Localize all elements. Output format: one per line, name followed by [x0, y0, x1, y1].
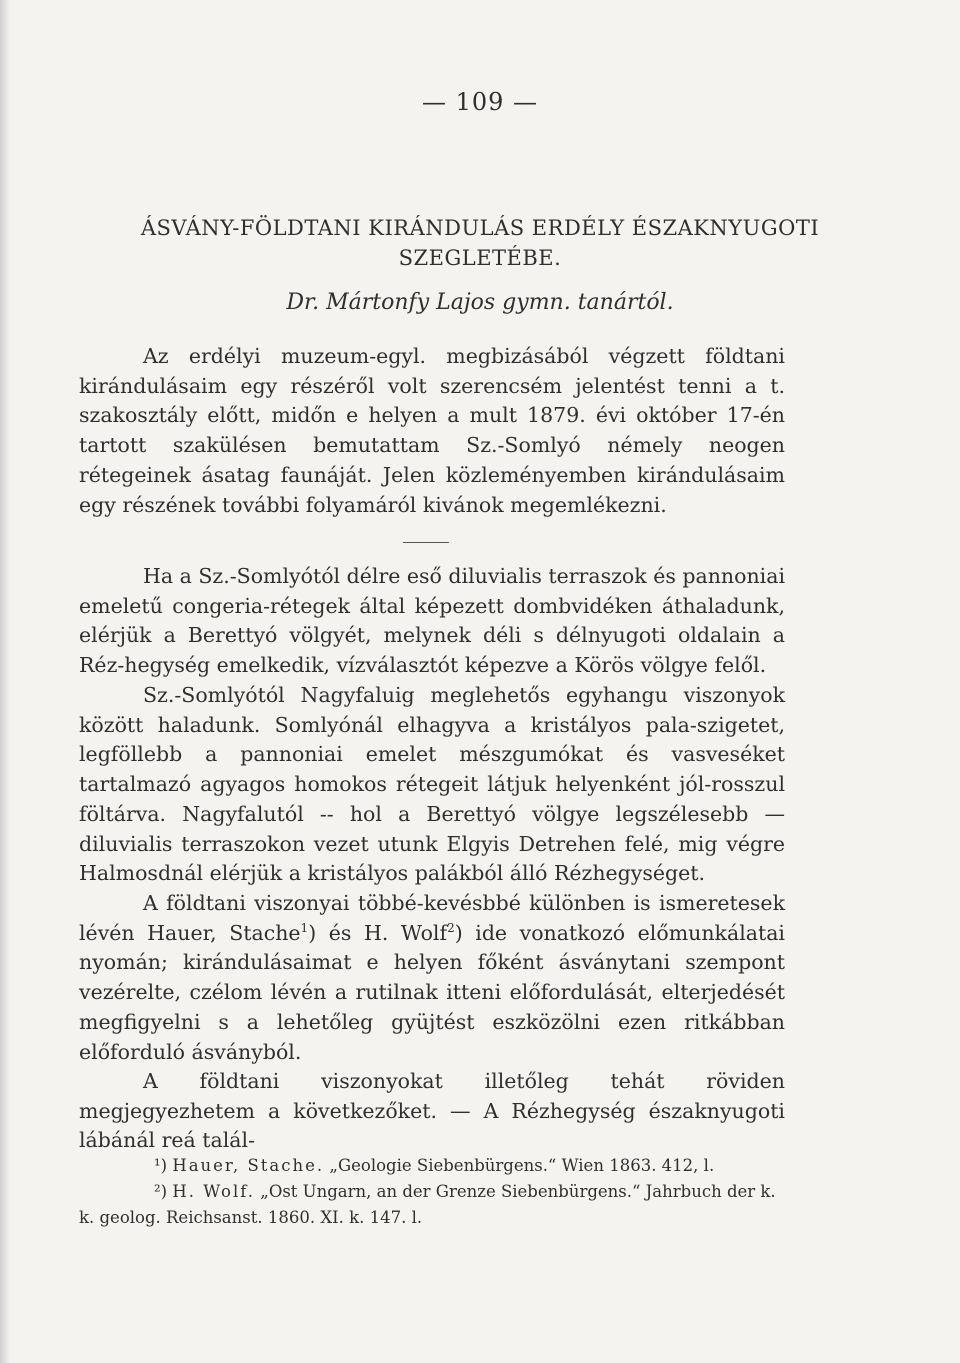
- paragraph-4-middle: ) és H. Wolf: [308, 920, 448, 945]
- footnotes: [79, 1153, 785, 1231]
- paragraph-5: A földtani viszonyokat illetőleg tehát röviden megjegyezhetem a következőket. — A Rézhegység északnyugoti lábánál reá talál-: [79, 1069, 785, 1153]
- footnote-1-text: „Geologie Siebenbürgens.“ Wien 1863. 412, l.: [329, 1156, 715, 1175]
- article-title: [60, 213, 900, 273]
- paragraph-3: Sz.-Somlyótól Nagyfaluig meglehetős egyhangu viszonyok között haladunk. Somlyónál elhagyva a kristályos pala-szigetet, legföllebb a pannoniai emelet mészgumókat és vasveséket tartalmazó agyagos homokos rétegeit látjuk helyenként jól-rosszul föltárva. Nagyfalutól -- hol a Berettyó völgye legszélesebb — diluvialis terraszokon vezet utunk Elgyis Detrehen felé, mig végre Halmosdnál elérjük a kristályos palákból álló Rézhegységet.: [79, 683, 785, 886]
- footnote-2-marker: ²): [154, 1182, 168, 1201]
- footnote-1-author: Hauer, Stache.: [172, 1156, 325, 1175]
- page-number: — 109 —: [421, 88, 539, 116]
- title-line-1: ÁSVÁNY-FÖLDTANI KIRÁNDULÁS ERDÉLY ÉSZAKNYUGOTI: [140, 216, 820, 240]
- paragraph-4-start: A földtani viszonyai többé-kevésbbé különben is ismeretesek lévén Hauer, Stache: [79, 891, 785, 945]
- author-byline: Dr. Mártonfy Lajos gymn. tanártól.: [286, 290, 674, 315]
- title-line-2: SZEGLETÉBE.: [398, 246, 562, 270]
- paragraph-4: [79, 889, 785, 1067]
- footnote-1: [79, 1153, 785, 1179]
- footnote-1-marker: ¹): [154, 1156, 168, 1175]
- footnote-ref-1: 1: [300, 920, 309, 935]
- page-left-edge-shadow: [0, 0, 10, 1363]
- footnote-2-text: „Ost Ungarn, an der Grenze Siebenbürgens.“ Jahrbuch der k. k. geolog. Reichsanst. 1860. XI. k. 147. l.: [79, 1182, 776, 1227]
- footnote-2: [79, 1179, 785, 1231]
- section-divider: [403, 542, 449, 543]
- paragraph-4-end: ) ide vonatkozó előmunkálatai nyomán; kirándulásaimat e helyen főként ásványtani szempont vezérelte, czélom lévén a rutilnak itteni előfordulását, elterjedését megfigyelni s a lehetőleg gyüjtést eszközölni ezen ritkábban előforduló ásványból.: [79, 920, 785, 1064]
- paragraph-1: Az erdélyi muzeum-egyl. megbizásából végzett földtani kirándulásaim egy részéről volt szerencsém jelentést tenni a t. szakosztály előtt, midőn e helyen a mult 1879. évi október 17-én tartott szakülésen bemutattam Sz.-Somlyó némely neogen rétegeinek ásatag faunáját. Jelen közleményemben kirándulásaim egy részének további folyamáról kivánok megemlékezni.: [79, 344, 785, 517]
- paragraph-2: Ha a Sz.-Somlyótól délre eső diluvialis terraszok és pannoniai emeletű congeria-rétegek által képezett dombvidéken áthaladunk, elérjük a Berettyó völgyét, melynek déli s délnyugoti oldalain a Réz-hegység emelkedik, vízválasztót képezve a Körös völgye felől.: [79, 564, 785, 678]
- footnote-2-author: H. Wolf.: [172, 1182, 256, 1201]
- footnote-ref-2: 2: [447, 920, 455, 935]
